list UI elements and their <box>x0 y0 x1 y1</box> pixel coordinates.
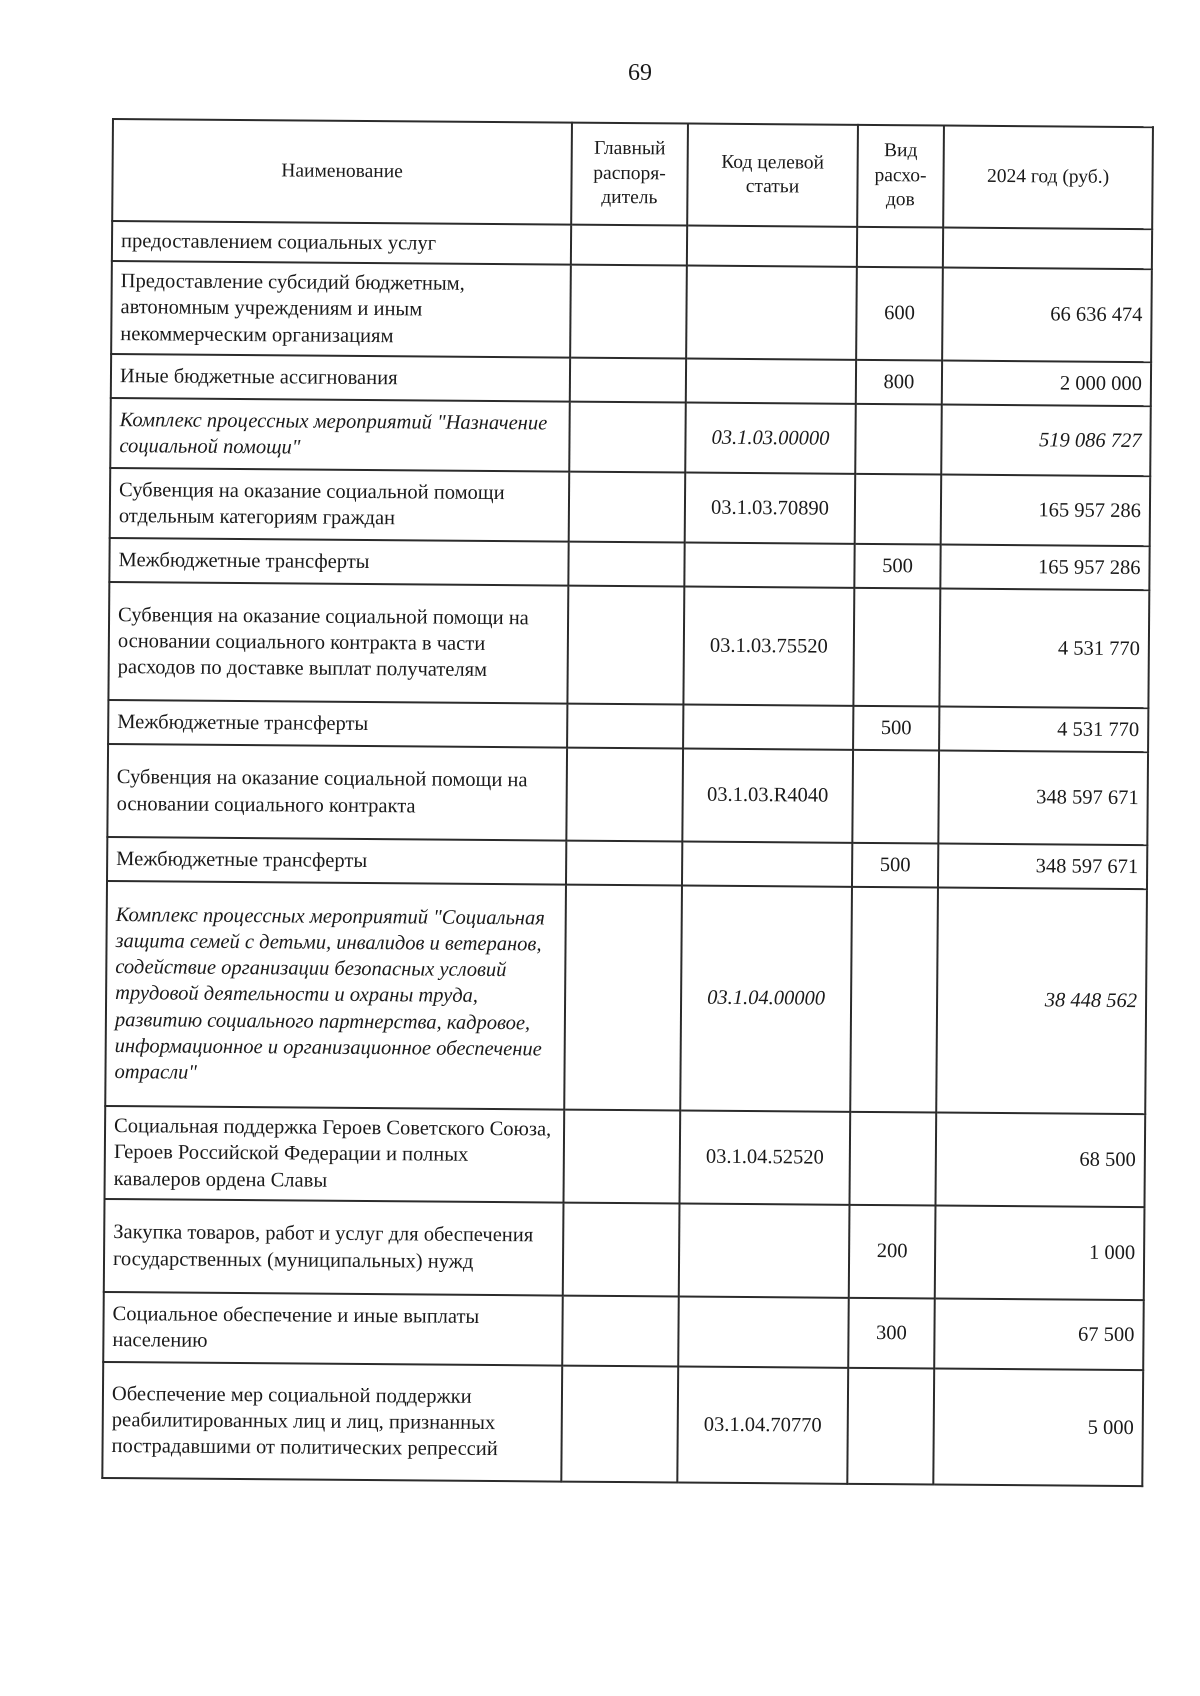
table-row <box>102 1362 1143 1486</box>
cell-target-code <box>684 543 854 588</box>
cell-target-code: 03.1.04.00000 <box>680 886 852 1112</box>
table-row <box>103 1292 1144 1370</box>
cell-main-manager <box>562 1296 679 1367</box>
cell-name: Предоставление субсидий бюджетным, автономным учреждениям и иным некоммерческим организациям <box>111 261 571 358</box>
cell-expense-type: 200 <box>849 1205 936 1299</box>
cell-amount: 2 000 000 <box>942 361 1151 407</box>
cell-expense-type <box>850 887 938 1113</box>
cell-main-manager <box>570 265 687 359</box>
cell-name: Социальная поддержка Героев Советского Союза, Героев Российской Федерации и полных кавалеров ордена Славы <box>105 1106 565 1203</box>
cell-main-manager <box>561 1366 678 1483</box>
cell-name: предоставлением социальных услуг <box>112 221 571 265</box>
cell-main-manager <box>566 748 683 842</box>
cell-amount: 1 000 <box>935 1206 1145 1301</box>
cell-name: Субвенция на оказание социальной помощи отдельным категориям граждан <box>110 468 570 542</box>
cell-target-code <box>686 359 856 404</box>
cell-amount: 5 000 <box>933 1368 1143 1486</box>
table-header <box>112 119 1153 229</box>
table-row <box>110 468 1151 546</box>
cell-expense-type <box>855 404 942 475</box>
cell-main-manager <box>570 358 686 403</box>
cell-amount: 519 086 727 <box>941 405 1151 477</box>
cell-name: Социальное обеспечение и иные выплаты населению <box>103 1292 563 1366</box>
cell-target-code <box>683 705 853 750</box>
budget-table <box>101 118 1154 1487</box>
cell-expense-type: 500 <box>852 843 938 888</box>
cell-main-manager <box>569 402 686 473</box>
cell-target-code <box>687 226 857 267</box>
cell-target-code: 03.1.04.52520 <box>679 1110 850 1204</box>
cell-expense-type <box>849 1112 936 1206</box>
header-target-code: Код целевой статьи <box>687 124 858 227</box>
table-row <box>107 744 1148 845</box>
cell-expense-type: 500 <box>853 706 939 751</box>
cell-amount: 348 597 671 <box>938 844 1147 890</box>
table-row <box>105 1106 1146 1207</box>
cell-name: Комплекс процессных мероприятий "Назначение социальной помощи" <box>110 398 570 472</box>
cell-target-code <box>682 842 852 887</box>
cell-target-code <box>679 1203 850 1297</box>
cell-target-code: 03.1.03.75520 <box>683 587 854 706</box>
cell-target-code: 03.1.03.70890 <box>685 473 856 544</box>
table-row <box>111 261 1152 362</box>
cell-target-code <box>678 1296 849 1367</box>
cell-main-manager <box>563 1110 680 1204</box>
header-main-manager: Главный распоря-дитель <box>571 123 688 226</box>
table-row <box>105 881 1147 1114</box>
cell-target-code <box>686 266 857 360</box>
cell-name: Комплекс процессных мероприятий "Социальная защита семей с детьми, инвалидов и ветеранов, содействие организации безопасных условий трудовой деятельности и охраны труда, развитию социального партнерства, кадровое, информационное и организационное обеспечение отрасли" <box>105 881 566 1110</box>
cell-expense-type <box>855 474 942 545</box>
cell-name: Межбюджетные трансферты <box>109 538 568 586</box>
cell-amount: 38 448 562 <box>936 888 1147 1115</box>
table-row <box>104 1199 1145 1300</box>
table-row <box>108 582 1149 708</box>
cell-expense-type <box>852 750 939 844</box>
cell-main-manager <box>564 885 682 1111</box>
cell-expense-type: 300 <box>848 1298 935 1369</box>
cell-amount <box>943 228 1152 270</box>
cell-amount: 165 957 286 <box>941 475 1151 547</box>
page-number: 69 <box>628 60 652 86</box>
cell-amount: 165 957 286 <box>940 545 1149 591</box>
cell-expense-type: 800 <box>856 360 942 405</box>
cell-main-manager <box>567 586 684 705</box>
cell-main-manager <box>567 704 683 749</box>
cell-expense-type <box>853 588 940 707</box>
header-row <box>112 119 1153 229</box>
cell-amount: 67 500 <box>934 1298 1144 1370</box>
cell-amount: 66 636 474 <box>942 268 1152 363</box>
cell-main-manager <box>563 1203 680 1297</box>
cell-main-manager <box>571 225 687 266</box>
table-row <box>110 398 1151 476</box>
header-expense-type: Вид расхо-дов <box>857 125 944 228</box>
cell-expense-type <box>857 227 943 268</box>
cell-target-code: 03.1.03.R4040 <box>682 749 853 843</box>
cell-amount: 68 500 <box>935 1113 1145 1208</box>
cell-name: Закупка товаров, работ и услуг для обеспечения государственных (муниципальных) нужд <box>104 1199 564 1296</box>
cell-expense-type: 600 <box>856 267 943 361</box>
cell-name: Обеспечение мер социальной поддержки реабилитированных лиц и лиц, признанных пострадавшими от политических репрессий <box>102 1362 562 1482</box>
cell-target-code: 03.1.03.00000 <box>685 403 856 474</box>
cell-amount: 4 531 770 <box>939 589 1149 709</box>
cell-target-code: 03.1.04.70770 <box>677 1366 848 1483</box>
table-body <box>102 221 1152 1486</box>
header-name: Наименование <box>112 119 572 225</box>
cell-expense-type: 500 <box>854 544 940 589</box>
cell-name: Межбюджетные трансферты <box>108 700 567 748</box>
cell-amount: 348 597 671 <box>938 751 1148 846</box>
cell-main-manager <box>568 542 684 587</box>
cell-main-manager <box>566 841 682 886</box>
header-year-2024: 2024 год (руб.) <box>943 126 1153 230</box>
cell-amount: 4 531 770 <box>939 707 1148 753</box>
cell-main-manager <box>569 472 686 543</box>
cell-name: Субвенция на оказание социальной помощи на основании социального контракта в части расходов по доставке выплат получателям <box>108 582 568 704</box>
cell-expense-type <box>847 1368 934 1485</box>
cell-name: Межбюджетные трансферты <box>107 837 566 885</box>
cell-name: Иные бюджетные ассигнования <box>111 354 570 402</box>
cell-name: Субвенция на оказание социальной помощи на основании социального контракта <box>107 744 567 841</box>
